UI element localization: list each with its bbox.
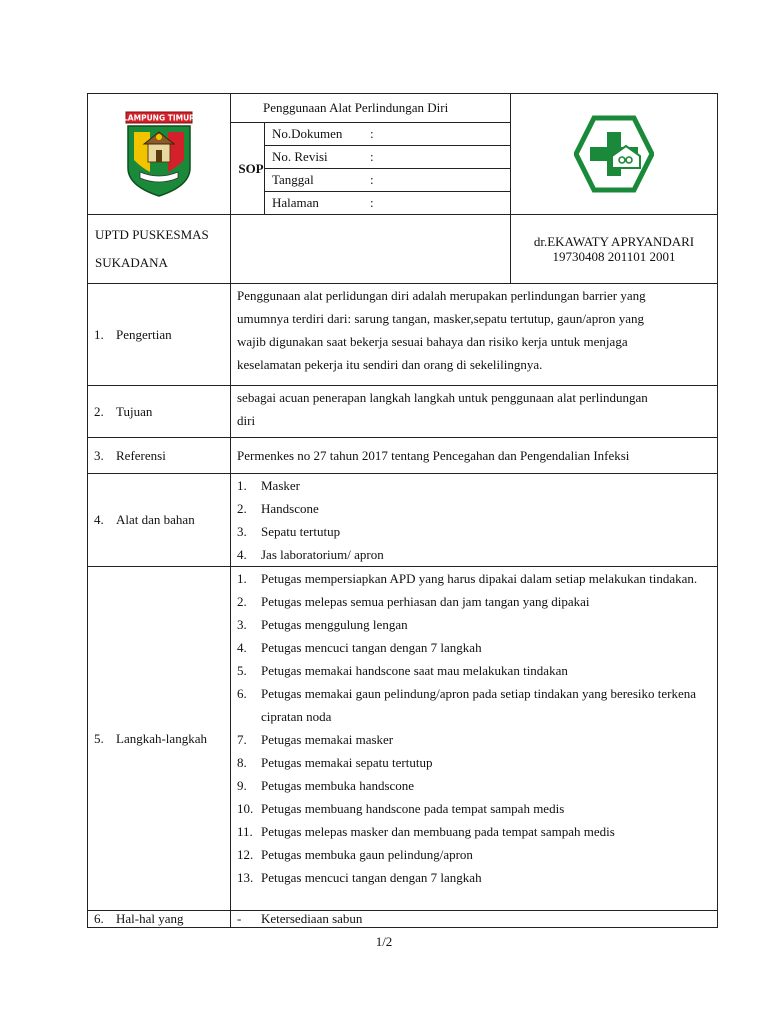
list-number: 10.	[237, 801, 254, 816]
text-line: Penggunaan alat perlidungan diri adalah merupakan perlindungan barrier yang	[237, 288, 646, 303]
text-line: Permenkes no 27 tahun 2017 tentang Pencegahan dan Pengendalian Infeksi	[237, 448, 630, 463]
meta-colon: :	[370, 172, 374, 187]
meta-colon: :	[370, 195, 374, 210]
list-text: Petugas mencuci tangan dengan 7 langkah	[261, 640, 482, 655]
list-number: 2.	[237, 501, 247, 516]
list-item	[237, 751, 711, 774]
list-item	[237, 659, 711, 682]
puskesmas-logo-cell	[511, 94, 718, 215]
list-number: 9.	[237, 778, 247, 793]
list-number: 1.	[237, 478, 247, 493]
section-content-pengertian	[231, 284, 718, 386]
meta-label: No. Revisi	[272, 149, 328, 164]
list-text: Jas laboratorium/ apron	[261, 547, 384, 562]
list-text: Petugas mencuci tangan dengan 7 langkah	[261, 870, 482, 885]
list-number: 11.	[237, 824, 253, 839]
list-item	[237, 520, 711, 543]
list-text: Sepatu tertutup	[261, 524, 341, 539]
meta-no-dokumen	[265, 123, 511, 146]
section-label: Hal-hal yang	[116, 911, 184, 926]
section-label: Langkah-langkah	[116, 730, 207, 746]
text-line: umumnya terdiri dari: sarung tangan, masker,sepatu tertutup, gaun/apron yang	[237, 311, 645, 326]
list-text: Petugas memakai handscone saat mau melakukan tindakan	[261, 663, 568, 678]
meta-halaman	[265, 192, 511, 215]
list-item	[237, 866, 711, 889]
section-number: 1.	[94, 326, 104, 342]
section-number: 3.	[94, 447, 104, 463]
list-text: Masker	[261, 478, 300, 493]
list-dash: -	[237, 911, 242, 926]
signer-name: dr.EKAWATY APRYANDARI	[533, 234, 695, 249]
list-number: 4.	[237, 547, 247, 562]
text-line: diri	[237, 413, 256, 428]
list-number: 2.	[237, 594, 247, 609]
meta-label: No.Dokumen	[272, 126, 343, 141]
puskesmas-logo-icon	[574, 114, 654, 194]
meta-tanggal	[265, 169, 511, 192]
page-number: 1/2	[375, 934, 393, 949]
meta-label: Tanggal	[272, 172, 314, 187]
emblem-banner-text: LAMPUNG TIMUR	[123, 113, 195, 123]
list-text: Handscone	[261, 501, 319, 516]
list-item	[237, 636, 711, 659]
text-line: keselamatan pekerja itu sendiri dan orang di sekelilingnya.	[237, 357, 543, 372]
meta-colon: :	[370, 149, 374, 164]
alat-list	[237, 474, 711, 566]
sop-document	[87, 93, 717, 928]
meta-label: Halaman	[272, 195, 319, 210]
list-text: Ketersediaan sabun	[261, 911, 363, 926]
section-label-tujuan	[88, 386, 231, 438]
section-content-referensi	[231, 438, 718, 474]
section-label-pengertian	[88, 284, 231, 386]
signer-nip: 19730408 201101 2001	[552, 249, 676, 264]
list-number: 3.	[237, 524, 247, 539]
section-content-langkah	[231, 567, 718, 911]
section-label-referensi	[88, 438, 231, 474]
list-item	[237, 590, 711, 613]
list-number: 13.	[237, 870, 254, 885]
sop-table	[87, 93, 718, 928]
lampung-timur-emblem-icon	[120, 110, 198, 198]
list-number: 3.	[237, 617, 247, 632]
list-item	[237, 843, 711, 866]
signer-block	[511, 215, 718, 284]
section-number: 5.	[94, 730, 104, 746]
section-content-alat	[231, 474, 718, 567]
section-content-hal	[231, 911, 718, 928]
org-line-1: UPTD PUSKESMAS	[95, 227, 209, 242]
list-item	[237, 728, 711, 751]
section-label: Referensi	[116, 447, 166, 463]
section-number: 6.	[94, 911, 104, 926]
section-label: Tujuan	[116, 403, 153, 419]
list-text: Petugas memakai gaun pelindung/apron pada setiap tindakan yang beresiko terkena cipratan noda	[261, 686, 696, 724]
sop-label: SOP	[231, 123, 265, 215]
section-number: 2.	[94, 403, 104, 419]
list-item	[237, 497, 711, 520]
section-label-hal	[88, 911, 231, 928]
org-line-2: SUKADANA	[95, 255, 168, 270]
list-text: Petugas melepas semua perhiasan dan jam tangan yang dipakai	[261, 594, 590, 609]
list-number: 12.	[237, 847, 254, 862]
list-text: Petugas mempersiapkan APD yang harus dipakai dalam setiap melakukan tindakan.	[261, 571, 698, 586]
list-item	[237, 797, 711, 820]
list-item	[237, 682, 711, 728]
list-item	[237, 474, 711, 497]
list-text: Petugas membuang handscone pada tempat sampah medis	[261, 801, 565, 816]
section-number: 4.	[94, 512, 104, 527]
section-label: Pengertian	[116, 326, 172, 342]
meta-no-revisi	[265, 146, 511, 169]
list-text: Petugas membuka gaun pelindung/apron	[261, 847, 473, 862]
text-line: sebagai acuan penerapan langkah langkah untuk penggunaan alat perlindungan	[237, 390, 648, 405]
list-item	[237, 543, 711, 566]
list-text: Petugas memakai sepatu tertutup	[261, 755, 433, 770]
list-number: 8.	[237, 755, 247, 770]
list-number: 6.	[237, 686, 247, 701]
section-content-tujuan	[231, 386, 718, 438]
section-label-alat	[88, 474, 231, 567]
list-item	[237, 820, 711, 843]
list-number: 1.	[237, 571, 247, 586]
list-number: 4.	[237, 640, 247, 655]
list-item	[237, 613, 711, 636]
section-label: Alat dan bahan	[116, 512, 195, 527]
empty-cell	[231, 215, 511, 284]
list-text: Petugas membuka handscone	[261, 778, 415, 793]
organization-name	[88, 215, 231, 284]
list-item	[237, 567, 711, 590]
section-label-langkah	[88, 567, 231, 911]
list-number: 7.	[237, 732, 247, 747]
text-line: wajib digunakan saat bekerja sesuai bahaya dan risiko kerja untuk menjaga	[237, 334, 628, 349]
list-text: Petugas menggulung lengan	[261, 617, 408, 632]
list-text: Petugas melepas masker dan membuang pada tempat sampah medis	[261, 824, 615, 839]
document-title: Penggunaan Alat Perlindungan Diri	[231, 94, 511, 123]
meta-colon: :	[370, 126, 374, 141]
list-item	[237, 774, 711, 797]
list-number: 5.	[237, 663, 247, 678]
lampung-timur-logo-cell	[88, 94, 231, 215]
list-text: Petugas memakai masker	[261, 732, 394, 747]
langkah-list	[237, 567, 711, 889]
